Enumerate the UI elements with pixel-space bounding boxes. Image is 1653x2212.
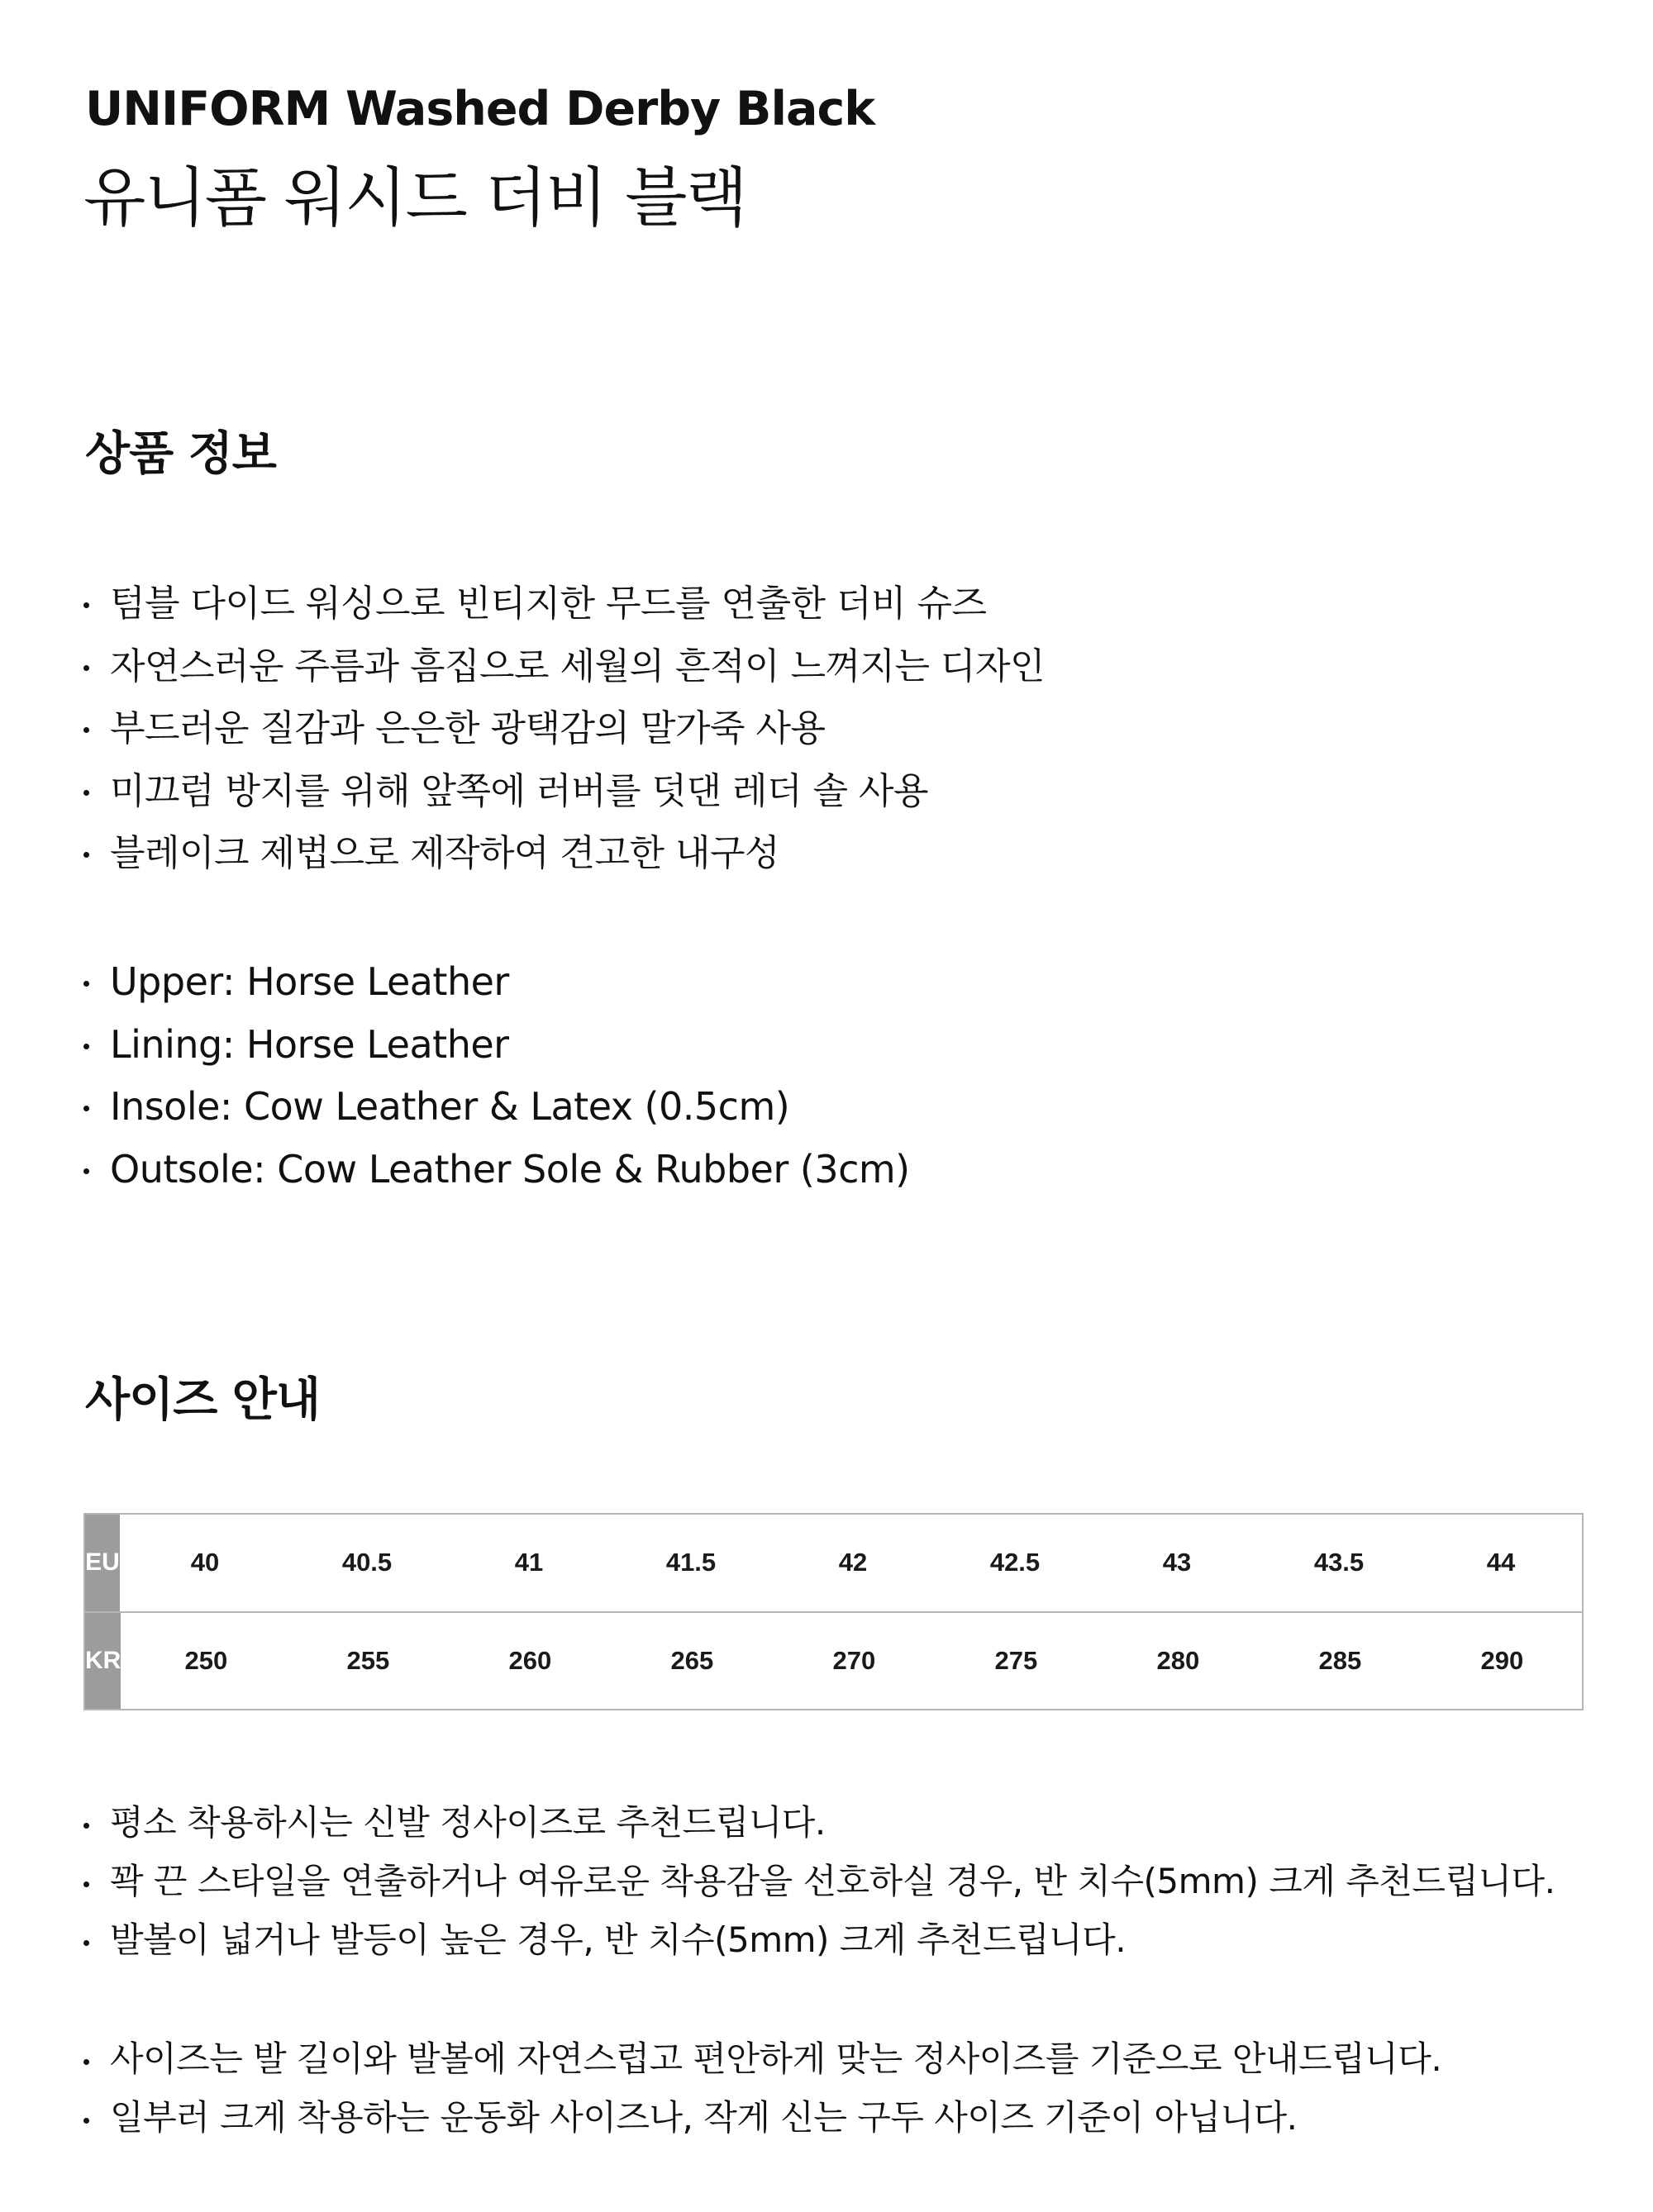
list-item: Outsole: Cow Leather Sole & Rubber (3cm) xyxy=(79,1139,910,1201)
list-item: Insole: Cow Leather & Latex (0.5cm) xyxy=(79,1076,910,1139)
feature-list xyxy=(79,573,1045,885)
size-cell: 41.5 xyxy=(665,1548,717,1577)
size-cell: 41 xyxy=(514,1548,544,1577)
size-cell: 280 xyxy=(1156,1645,1200,1675)
size-cell: 265 xyxy=(670,1645,714,1675)
list-item: 발볼이 넓거나 발등이 높은 경우, 반 치수(5mm) 크게 추천드립니다. xyxy=(79,1910,1555,1969)
list-item: 블레이크 제법으로 제작하여 견고한 내구성 xyxy=(79,822,1045,885)
row-header-kr: KR xyxy=(85,1613,121,1710)
size-cell: 255 xyxy=(346,1645,390,1675)
product-title-ko: 유니폼 워시드 더비 블랙 xyxy=(83,161,746,235)
list-item: 텀블 다이드 워싱으로 빈티지한 무드를 연출한 더비 슈즈 xyxy=(79,573,1045,635)
list-item: 미끄럼 방지를 위해 앞쪽에 러버를 덧댄 레더 솔 사용 xyxy=(79,760,1045,823)
size-cell: 42.5 xyxy=(989,1548,1041,1577)
recommendation-list xyxy=(79,1793,1555,1969)
product-info-heading: 상품 정보 xyxy=(85,427,276,481)
size-cell: 44 xyxy=(1486,1548,1516,1577)
material-list xyxy=(79,951,910,1201)
size-cell: 250 xyxy=(184,1645,228,1675)
size-cell: 40 xyxy=(190,1548,220,1577)
size-cell: 270 xyxy=(832,1645,876,1675)
size-row-kr xyxy=(85,1611,1582,1710)
list-item: 평소 착용하시는 신발 정사이즈로 추천드립니다. xyxy=(79,1793,1555,1852)
list-item: 꽉 끈 스타일을 연출하거나 여유로운 착용감을 선호하실 경우, 반 치수(5mm) 크게 추천드립니다. xyxy=(79,1852,1555,1910)
list-item: 자연스러운 주름과 흠집으로 세월의 흔적이 느껴지는 디자인 xyxy=(79,635,1045,698)
size-cell: 285 xyxy=(1318,1645,1362,1675)
size-cell: 260 xyxy=(508,1645,552,1675)
size-cell: 43.5 xyxy=(1313,1548,1365,1577)
size-table xyxy=(83,1513,1584,1710)
size-cell: 275 xyxy=(994,1645,1038,1675)
size-cell: 40.5 xyxy=(341,1548,393,1577)
size-cell: 290 xyxy=(1480,1645,1524,1675)
size-cell: 43 xyxy=(1162,1548,1192,1577)
size-note-list xyxy=(79,2029,1441,2147)
size-cell: 42 xyxy=(838,1548,868,1577)
size-row-eu xyxy=(85,1515,1582,1611)
size-guide-heading: 사이즈 안내 xyxy=(85,1373,320,1427)
list-item: Upper: Horse Leather xyxy=(79,951,910,1014)
list-item: 사이즈는 발 길이와 발볼에 자연스럽고 편안하게 맞는 정사이즈를 기준으로 안내드립니다. xyxy=(79,2029,1441,2088)
list-item: 일부러 크게 착용하는 운동화 사이즈나, 작게 신는 구두 사이즈 기준이 아닙니다. xyxy=(79,2088,1441,2147)
product-title-en: UNIFORM Washed Derby Black xyxy=(85,82,875,136)
list-item: Lining: Horse Leather xyxy=(79,1014,910,1077)
row-header-eu: EU xyxy=(85,1515,120,1611)
list-item: 부드러운 질감과 은은한 광택감의 말가죽 사용 xyxy=(79,697,1045,760)
